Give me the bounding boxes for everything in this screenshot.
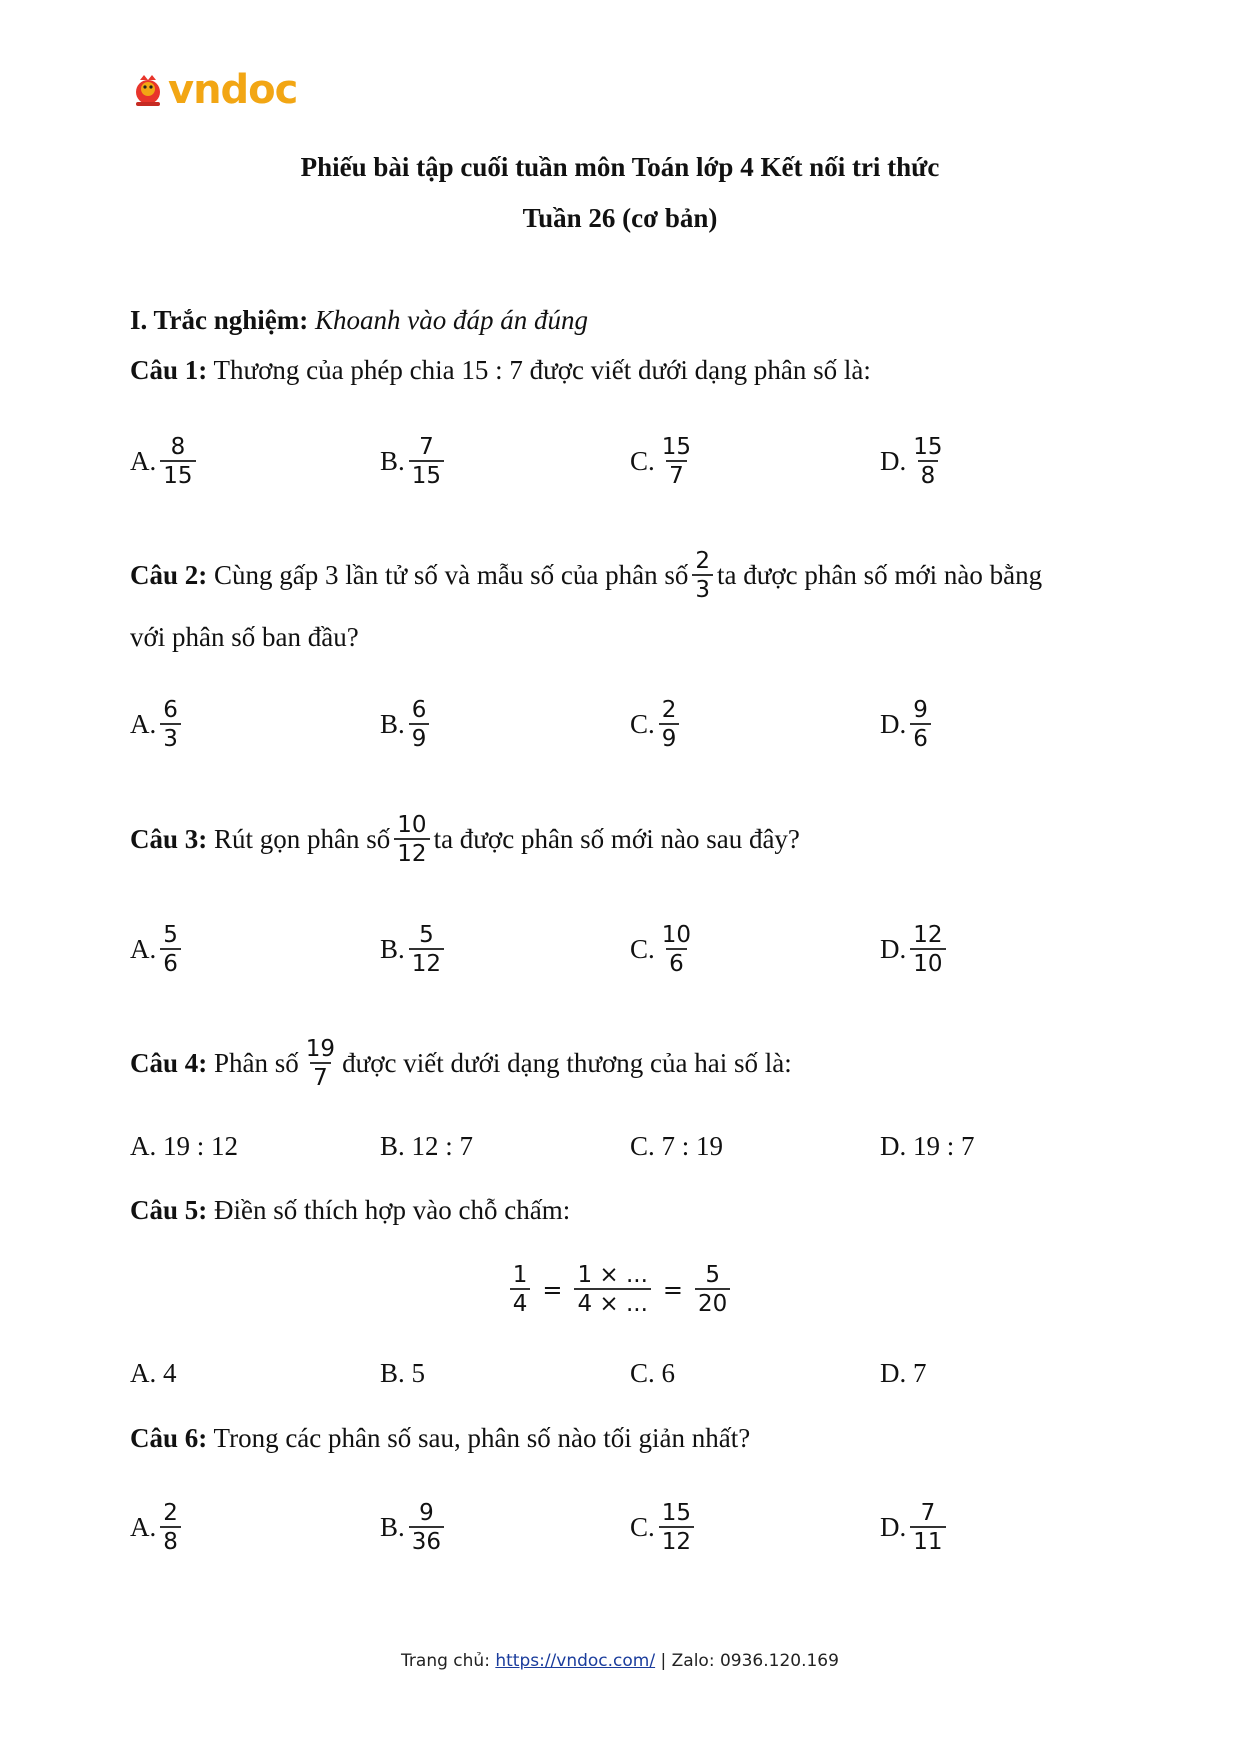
question-text-cont: được viết dưới dạng thương của hai số là: [342,1048,792,1079]
question-text: Rút gọn phân số [214,824,391,855]
q1-option-d[interactable]: D. $\frac{15}{8}$ [880,434,950,490]
question-label: Câu 6: [130,1423,208,1453]
footer-prefix: Trang chủ: [401,1651,490,1671]
q3-option-d[interactable]: D. $\frac{12}{10}$ [880,922,950,978]
question-2-line2: với phân số ban đầu? [130,622,359,652]
q1-option-b[interactable]: B. $\frac{7}{15}$ [380,434,448,490]
question-text: Cùng gấp 3 lần tử số và mẫu số của phân số [214,560,689,591]
question-text-cont: ta được phân số mới nào bằng [716,560,1043,591]
q2-option-d[interactable]: D. $\frac{9}{6}$ [880,697,935,753]
q1-option-a[interactable]: A. $\frac{8}{15}$ [130,434,200,490]
equals-sign: = [662,1275,684,1304]
page-footer [0,1651,1240,1671]
equals-sign: = [542,1275,563,1304]
q5-option-d[interactable]: D. 7 [880,1358,927,1388]
fraction: $\frac{9}{6}$ [910,697,931,753]
fraction: $\frac{8}{15}$ [160,434,195,490]
section-label: I. Trắc nghiệm: [130,305,309,335]
fraction: $\frac{1}{4}$ [510,1262,531,1318]
footer-zalo: Zalo: 0936.120.169 [671,1651,839,1671]
question-5 [130,1195,570,1226]
page-subtitle: Tuần 26 (cơ bản) [522,203,718,233]
fraction: $\frac{2}{8}$ [160,1500,181,1556]
brand-name: vndoc [168,67,298,113]
q3-option-b[interactable]: B. $\frac{5}{12}$ [380,922,448,978]
q5-option-a[interactable]: A. 4 [130,1358,177,1388]
q5-option-b[interactable]: B. 5 [380,1358,426,1388]
page-title: Phiếu bài tập cuối tuần môn Toán lớp 4 Kết nối tri thức [300,152,940,182]
fraction: $\frac{5}{20}$ [695,1262,730,1318]
vndoc-logo[interactable] [130,67,298,113]
fraction: $\frac{7}{15}$ [409,434,444,490]
q2-option-a[interactable]: A. $\frac{6}{3}$ [130,697,185,753]
fraction: $\frac{5}{12}$ [409,922,444,978]
q3-option-a[interactable]: A. $\frac{5}{6}$ [130,922,185,978]
q2-option-b[interactable]: B. $\frac{6}{9}$ [380,697,433,753]
q1-option-c[interactable]: C. $\frac{15}{7}$ [630,434,698,490]
question-6 [130,1423,750,1454]
fraction: $\frac{10}{6}$ [661,922,692,978]
fraction: $\frac{19}{7}$ [305,1036,336,1092]
section-heading [130,305,588,336]
q4-option-b[interactable]: B. 12 : 7 [380,1131,474,1161]
fraction: $\frac{1 \times ...}{4 \times ...}$ [574,1262,650,1318]
question-text: Điền số thích hợp vào chỗ chấm: [214,1195,571,1225]
fraction: $\frac{6}{9}$ [409,697,430,753]
question-label: Câu 5: [130,1195,208,1225]
q4-option-a[interactable]: A. 19 : 12 [130,1131,238,1161]
fraction: $\frac{12}{10}$ [910,922,945,978]
fraction: $\frac{6}{3}$ [160,697,181,753]
footer-separator: | [660,1651,667,1671]
q6-option-a[interactable]: A. $\frac{2}{8}$ [130,1500,185,1556]
q4-option-c[interactable]: C. 7 : 19 [630,1131,724,1161]
mascot-icon [130,72,166,108]
question-label: Câu 3: [130,824,208,855]
q2-option-c[interactable]: C. $\frac{2}{9}$ [630,697,683,753]
q6-option-d[interactable]: D. $\frac{7}{11}$ [880,1500,950,1556]
question-2 [130,548,1042,604]
fraction: $\frac{9}{36}$ [409,1500,444,1556]
equation [0,1262,1240,1318]
homepage-link[interactable]: https://vndoc.com/ [495,1651,656,1671]
question-3 [130,812,800,868]
question-text: Thương của phép chia 15 : 7 được viết dưới dạng phân số là: [213,355,871,385]
fraction: $\frac{2}{9}$ [659,697,680,753]
question-4 [130,1036,792,1092]
question-label: Câu 1: [130,355,208,385]
fraction: $\frac{5}{6}$ [160,922,181,978]
fraction: $\frac{15}{7}$ [661,434,692,490]
q6-option-b[interactable]: B. $\frac{9}{36}$ [380,1500,448,1556]
q6-option-c[interactable]: C. $\frac{15}{12}$ [630,1500,698,1556]
question-text: Phân số [214,1048,299,1079]
question-label: Câu 4: [130,1048,208,1079]
fraction: $\frac{10}{12}$ [394,812,429,868]
q4-option-d[interactable]: D. 19 : 7 [880,1131,975,1161]
section-instruction: Khoanh vào đáp án đúng [315,305,588,335]
fraction: $\frac{7}{11}$ [910,1500,945,1556]
q3-option-c[interactable]: C. $\frac{10}{6}$ [630,922,698,978]
question-text-cont: ta được phân số mới nào sau đây? [433,824,800,855]
question-label: Câu 2: [130,560,208,591]
fraction: $\frac{15}{8}$ [913,434,943,490]
question-text: Trong các phân số sau, phân số nào tối giản nhất? [213,1423,751,1453]
fraction: $\frac{15}{12}$ [659,1500,694,1556]
q5-option-c[interactable]: C. 6 [630,1358,676,1388]
question-1 [130,355,871,386]
fraction: $\frac{2}{3}$ [692,548,713,604]
